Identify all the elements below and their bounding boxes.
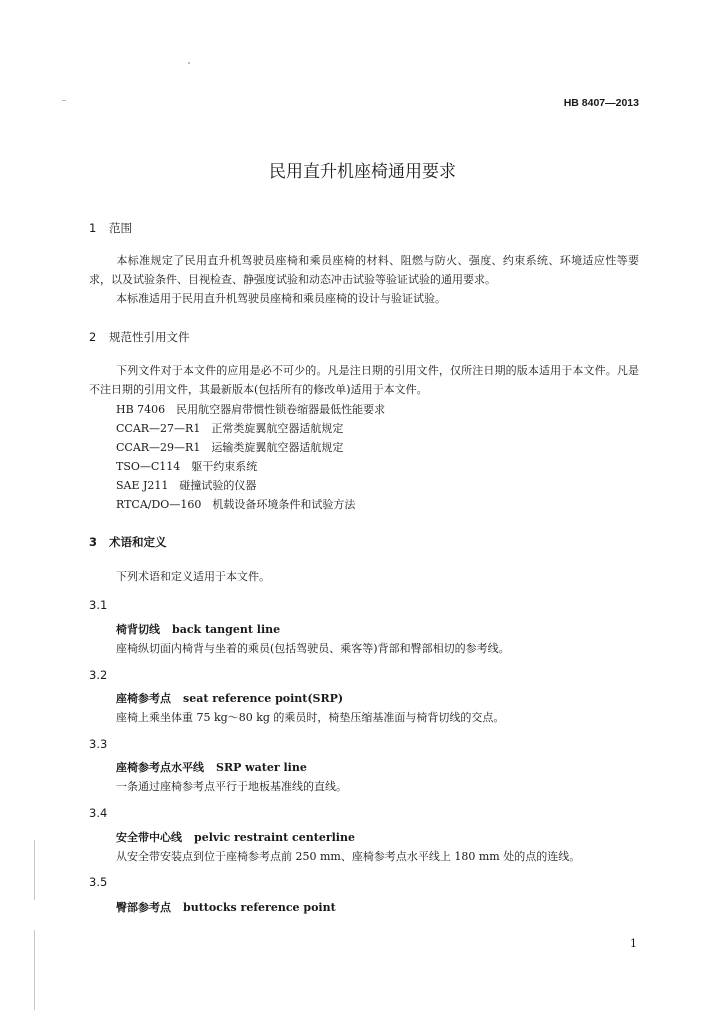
term-en: SRP water line [216,761,307,774]
term-en: buttocks reference point [183,901,336,914]
term-heading [116,690,343,706]
term-definition: 从安全带安装点到位于座椅参考点前 250 mm、座椅参考点水平线上 180 mm 处的点的连线。 [116,850,581,863]
scan-speck [188,62,190,64]
term-zh: 安全带中心线 [116,831,182,844]
term-heading [116,829,355,845]
reference-item: TSO—C114 躯干约束系统 [116,460,258,473]
reference-item: CCAR—27—R1 正常类旋翼航空器适航规定 [116,422,344,435]
term-number: 3.4 [89,806,108,820]
section-3-heading [89,534,167,550]
term-zh: 座椅参考点 [116,692,171,705]
margin-line [34,930,35,1010]
term-en: seat reference point(SRP) [183,692,344,705]
reference-item: HB 7406 民用航空器肩带惯性锁卷缩器最低性能要求 [116,403,386,416]
paragraph-text: 本标准规定了民用直升机驾驶员座椅和乘员座椅的材料、阻燃与防火、强度、约束系统、环境适应性等要求，以及试验条件、目视检查、静强度试验和动态冲击试验等验证试验的通用要求。 [89,254,639,286]
term-heading [116,899,336,915]
reference-item: CCAR—29—R1 运输类旋翼航空器适航规定 [116,441,344,454]
section-number: 3 [89,535,98,549]
term-definition: 座椅纵切面内椅背与坐着的乘员(包括驾驶员、乘客等)背部和臀部相切的参考线。 [116,642,510,655]
reference-item: RTCA/DO—160 机载设备环境条件和试验方法 [116,498,356,511]
page-title: 民用直升机座椅通用要求 [269,162,456,182]
term-en: back tangent line [172,623,281,636]
paragraph [89,289,639,308]
margin-line [34,840,35,900]
section-title: 术语和定义 [109,535,167,549]
section-1-heading [89,220,132,236]
reference-item: SAE J211 碰撞试验的仪器 [116,479,257,492]
section-title: 范围 [109,221,132,235]
term-zh: 臀部参考点 [116,901,171,914]
paragraph-text: 本标准适用于民用直升机驾驶员座椅和乘员座椅的设计与验证试验。 [116,292,446,305]
term-definition: 一条通过座椅参考点平行于地板基准线的直线。 [116,780,347,793]
doc-number: HB 8407—2013 [563,97,639,109]
paragraph [89,251,639,289]
paragraph-text: 下列术语和定义适用于本文件。 [116,570,270,583]
term-definition: 座椅上乘坐体重 75 kg～80 kg 的乘员时，椅垫压缩基准面与椅背切线的交点。 [116,711,505,724]
scan-speck [62,100,66,101]
section-2-heading [89,329,190,345]
term-heading [116,621,280,637]
term-number: 3.5 [89,875,108,889]
term-heading [116,759,307,775]
term-zh: 座椅参考点水平线 [116,761,204,774]
term-en: pelvic restraint centerline [194,831,355,844]
term-number: 3.1 [89,598,108,612]
paragraph-text: 下列文件对于本文件的应用是必不可少的。凡是注日期的引用文件，仅所注日期的版本适用于本文件。凡是不注日期的引用文件，其最新版本(包括所有的修改单)适用于本文件。 [89,364,639,396]
section-number: 1 [89,221,97,235]
term-number: 3.2 [89,668,108,682]
section-title: 规范性引用文件 [109,330,190,344]
page-number: 1 [630,937,637,950]
term-zh: 椅背切线 [116,623,160,636]
section-number: 2 [89,330,97,344]
term-number: 3.3 [89,737,108,751]
paragraph [89,361,639,399]
